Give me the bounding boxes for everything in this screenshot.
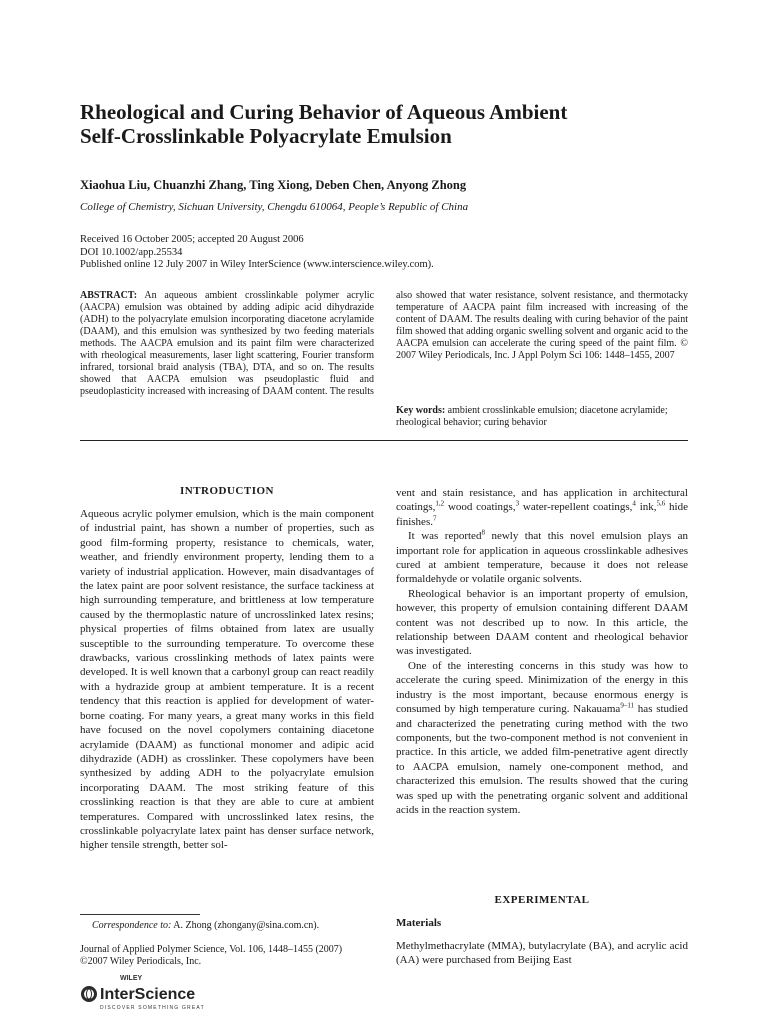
publication-dates bbox=[80, 234, 434, 272]
logo-brand: InterScience bbox=[100, 986, 196, 1003]
materials-text: Methylmethacrylate (MMA), butylacrylate (BA), and acrylic acid (AA) were purchased from Beijing East bbox=[396, 940, 688, 967]
introduction-left-column bbox=[80, 507, 374, 853]
journal-copyright: ©2007 Wiley Periodicals, Inc. bbox=[80, 956, 202, 967]
affiliation: College of Chemistry, Sichuan University, Chengdu 610064, People’s Republic of China bbox=[80, 201, 469, 213]
doi-line: DOI 10.1002/app.25534 bbox=[80, 246, 183, 258]
footnote-divider bbox=[80, 914, 200, 915]
logo-tagline: DISCOVER SOMETHING GREAT bbox=[100, 1005, 205, 1011]
keywords bbox=[396, 405, 688, 429]
article-title bbox=[80, 100, 700, 148]
correspondence-note bbox=[92, 920, 319, 931]
journal-info bbox=[80, 944, 342, 968]
introduction-right-column bbox=[396, 486, 688, 817]
wiley-interscience-logo bbox=[80, 973, 240, 1013]
received-line: Received 16 October 2005; accepted 20 August 2006 bbox=[80, 234, 304, 245]
intro-paragraph-2: It was reported$^8$ newly that this novel emulsion plays an important role for application in aqueous crosslinkable adhesives cured at ambient temperature, because it does not release formaldehyde or volatile organic solvents. bbox=[396, 528, 688, 586]
abstract-right: also showed that water resistance, solvent resistance, and thermotacky temperature of AACPA paint film increased with increasing of the content of DAAM. The results dealing with curing behavior of the paint film showed that adding organic swelling solvent and organic acid to the AACPA emulsion can accelerate the curing speed of the paint film. © 2007 Wiley Periodicals, Inc. J Appl Polym Sci 106: 1448–1455, 2007 bbox=[396, 290, 688, 361]
keywords-label: Key words: bbox=[396, 405, 446, 416]
intro-paragraph-1: Aqueous acrylic polymer emulsion, which is the main component of industrial paint, has shown a number of properties, such as good film-forming property, resistance to chemicals, water, weather, and friendly environment property, lending them to a variety of industrial application. However, main disadvantages of the latex paint are poor solvent resistance, the surface tackiness at high surrounding temperature, and brittleness at low temperature caused by the thermoplastic nature of uncrosslinked latex resins; physical properties of films obtained from latex are usually susceptible to the surrounding temperature. To overcome these drawbacks, various crosslinking methods of latex paints were developed. It is well known that a carbonyl group can react readily with a hydrazide group at ambient temperature. It is a recent tendency that this reaction is applied for development of water-borne coating. For many years, a great many works in this field have focused on the novel copolymers containing diacetone acrylamide (DAAM) as functional monomer and adipic acid dihydrazide (ADH) as crosslinker. These copolymers have been synthesized by adding ADH to the polyacrylate emulsion incorporating DAAM. The most striking feature of this crosslinking reaction is that they are able to cure at ambient temperatures. Compared with uncrosslinked latex resins, the crosslinkable polyacrylate latex paint has denser surface network, higher tensile strength, better sol- bbox=[80, 508, 374, 852]
title-line-2: Self-Crosslinkable Polyacrylate Emulsion bbox=[80, 124, 452, 148]
experimental-heading: EXPERIMENTAL bbox=[494, 894, 590, 906]
introduction-heading: INTRODUCTION bbox=[179, 485, 274, 497]
materials-subheading: Materials bbox=[396, 917, 442, 929]
intro-paragraph-3: Rheological behavior is an important property of emulsion, however, this property of emulsion containing different DAAM content was not described up to now. In this article, the relationship between DAAM content and rheological behavior was investigated. bbox=[396, 587, 688, 658]
abstract-label: ABSTRACT: bbox=[80, 290, 138, 301]
abstract-text-left: An aqueous ambient crosslinkable polymer acrylic (AACPA) emulsion was obtained by adding adipic acid dihydrazide (ADH) to the polyacrylate emulsion incorporating diacetone acrylamide (DAAM), and this emulsion was synthesized by two feeding materials methods. The AACPA emulsion and its paint film were characterized with rheological measurements, laser light scattering, Fourier transform infrared, torsional braid analysis (TBA), DTA, and so on. The results showed that AACPA emulsion was pseudoplastic fluid and pseudoplasticity increased with increasing of DAAM content. The results bbox=[80, 290, 375, 397]
intro-paragraph-4: One of the interesting concerns in this study was how to accelerate the curing speed. Minimization of the energy in this industry is the most important, because enormous energy is consumed by high temperature curing. Nakauama$^{9-11}$ has studied and characterized the penetrating curing method with the two components, but the two-component method is not convenient in practice. In this article, we added film-penetrative agent directly to AACPA emulsion, namely one-component method, and characterized this emulsion. The results showed that the curing was sped up with the penetrating organic solvent and additional acids in the reaction system. bbox=[396, 659, 688, 816]
journal-citation: Journal of Applied Polymer Science, Vol. 106, 1448–1455 (2007) bbox=[80, 944, 343, 955]
correspondence-label: Correspondence to: bbox=[92, 920, 172, 931]
abstract-left bbox=[80, 290, 374, 398]
published-line: Published online 12 July 2007 in Wiley InterScience (www.interscience.wiley.com). bbox=[80, 259, 434, 270]
intro-paragraph-continued: vent and stain resistance, and has application in architectural coatings,$^{1,2}$ wood coatings,$^3$ water-repellent coatings,$^4$ ink,$^{5,6}$ hide finishes.$^7$ bbox=[396, 487, 688, 528]
keywords-text: ambient crosslinkable emulsion; diacetone acrylamide; rheological behavior; curing behavior bbox=[396, 405, 668, 428]
section-divider bbox=[80, 440, 688, 441]
title-line-1: Rheological and Curing Behavior of Aqueous Ambient bbox=[80, 100, 568, 124]
logo-publisher: WILEY bbox=[120, 975, 143, 982]
author-list: Xiaohua Liu, Chuanzhi Zhang, Ting Xiong, Deben Chen, Anyong Zhong bbox=[80, 178, 467, 192]
correspondence-text: A. Zhong (zhongany@sina.com.cn). bbox=[173, 920, 320, 931]
